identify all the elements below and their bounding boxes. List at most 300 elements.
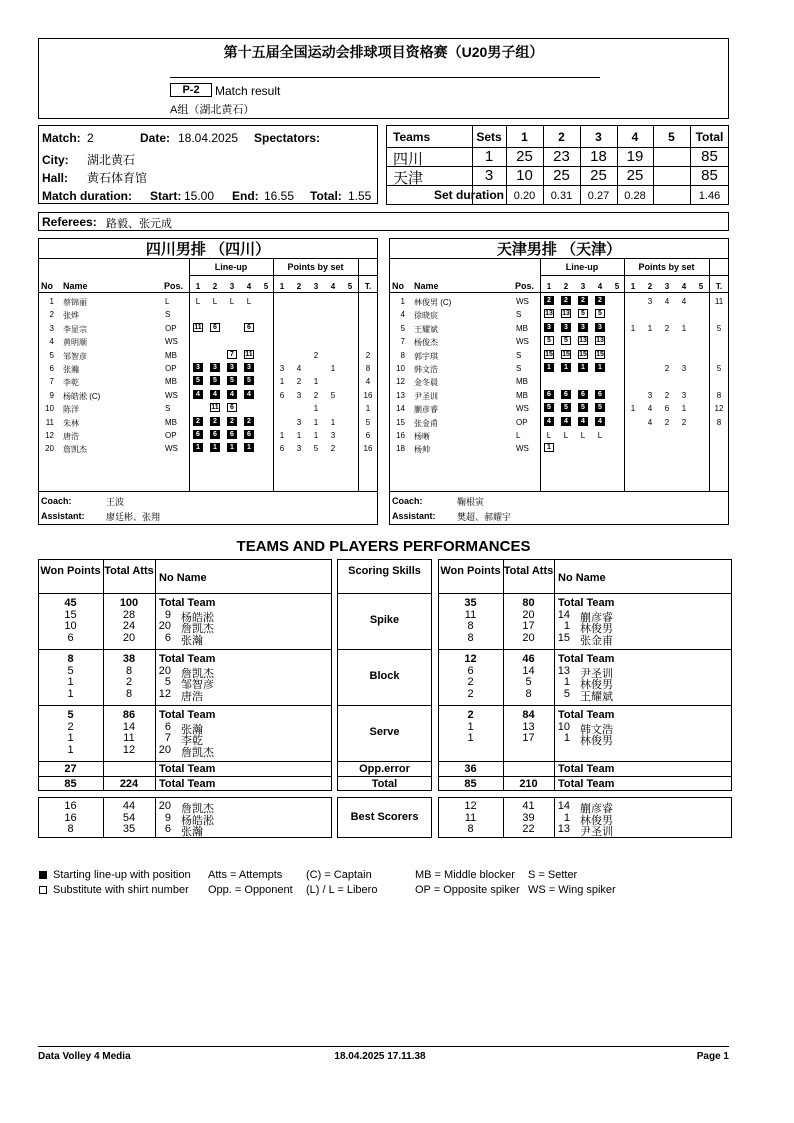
set-points: 3 <box>681 364 687 373</box>
col-total: T. <box>715 282 723 291</box>
lineup-sub-marker: 6 <box>210 323 220 332</box>
lineup-start-marker: 5 <box>244 376 254 385</box>
set-points: 1 <box>630 404 636 414</box>
score-header: Total <box>695 130 724 144</box>
lineup-start-marker: 2 <box>227 417 237 426</box>
won-points: 16 <box>64 800 77 812</box>
player-no: 15 <box>557 631 570 644</box>
col-no: No <box>392 281 404 291</box>
lineup-start-marker: 6 <box>193 430 203 439</box>
set-points: 3 <box>647 297 653 306</box>
lineup-start-marker: 5 <box>193 376 203 385</box>
no-name-header: No Name <box>558 572 606 584</box>
legend-item: (L) / L = Libero <box>306 884 378 896</box>
set-points: 1 <box>296 431 302 440</box>
player-number: 14 <box>396 404 405 414</box>
player-name: 蒯彦睿 <box>414 405 438 415</box>
points-set-col: 5 <box>698 282 704 291</box>
lineup-start-marker: 5 <box>210 376 220 385</box>
player-or-team: 詹凯杰 <box>181 803 214 815</box>
total-atts: 84 <box>522 709 535 721</box>
lineup-sub-marker: 13 <box>596 337 604 345</box>
lineup-sub-marker: 5 <box>544 336 554 345</box>
player-position: WS <box>516 404 529 414</box>
col-name: Name <box>63 281 88 291</box>
hall-label: Hall: <box>42 171 69 185</box>
lineup-start-marker: 6 <box>578 390 588 399</box>
page-title: 第十五届全国运动会排球项目资格赛（U20男子组） <box>223 44 544 60</box>
skill-label: Opp.error <box>359 763 410 775</box>
lineup-start-marker: 4 <box>193 390 203 399</box>
set-duration-value: 0.27 <box>587 190 610 202</box>
roster-rule <box>389 491 729 492</box>
assistant-names: 樊超、郝耀宇 <box>457 512 512 522</box>
player-or-team: Total Team <box>558 709 615 721</box>
lineup-sub-marker: 13 <box>579 337 587 345</box>
player-or-team: 张瀚 <box>181 723 203 736</box>
player-position: WS <box>165 337 178 347</box>
player-position: MB <box>165 417 177 427</box>
total-atts-header: Total Atts <box>503 565 554 577</box>
set-points: 4 <box>681 297 687 306</box>
lineup-set-col: 2 <box>563 282 569 291</box>
lineup-libero-marker: L <box>229 297 235 306</box>
lineup-start-marker: 2 <box>244 417 254 426</box>
set-points: 4 <box>647 404 653 414</box>
set-points: 3 <box>296 390 302 400</box>
score-cell: 25 <box>590 167 607 184</box>
score-cell: 25 <box>626 167 644 184</box>
player-name: 陈洋 <box>63 405 79 415</box>
total-atts: 2 <box>125 676 133 688</box>
player-name: 朱林 <box>63 418 79 428</box>
col-pos: Pos. <box>515 281 535 291</box>
player-number: 12 <box>45 431 54 440</box>
set-points: 1 <box>313 404 319 414</box>
legend-item: (C) = Captain <box>306 869 372 881</box>
lineup-set-col: 5 <box>263 282 269 291</box>
player-no: 12 <box>158 687 171 700</box>
coach-name: 鞠根寅 <box>457 497 485 507</box>
won-points: 1 <box>467 732 474 744</box>
coach-name: 王波 <box>106 497 125 507</box>
score-cell: 25 <box>516 148 533 165</box>
legend-item: S = Setter <box>528 869 578 881</box>
lineup-start-marker: 1 <box>544 363 554 372</box>
player-or-team: 韩文浩 <box>580 723 613 736</box>
lineup-start-marker: 4 <box>578 417 588 426</box>
player-or-team: 张瀚 <box>181 826 203 838</box>
footer-left: Data Volley 4 Media <box>38 1051 131 1062</box>
player-total: 2 <box>365 350 371 360</box>
skill-label: Serve <box>369 726 400 738</box>
lineup-start-marker: 6 <box>244 430 254 439</box>
spectators-label: Spectators: <box>254 131 321 145</box>
won-points: 2 <box>67 720 74 733</box>
set-points: 1 <box>647 323 653 333</box>
player-name: 李乾 <box>63 378 79 388</box>
set-points: 5 <box>330 390 336 400</box>
player-name: 金冬晨 <box>414 378 438 388</box>
total-atts: 35 <box>122 823 136 835</box>
total-atts: 14 <box>522 664 535 677</box>
points-set-col: 2 <box>296 282 302 291</box>
legend-item: Opp. = Opponent <box>208 884 293 896</box>
total-atts: 12 <box>122 743 136 756</box>
lineup-start-marker: 1 <box>595 363 605 372</box>
player-name: 詹凯杰 <box>63 445 87 455</box>
total-atts: 39 <box>522 811 535 824</box>
set-points: 4 <box>647 417 653 427</box>
won-points: 45 <box>64 597 77 609</box>
player-no: 6 <box>164 720 171 733</box>
footer-page: Page 1 <box>696 1051 729 1062</box>
player-number: 10 <box>396 364 405 373</box>
set-points: 5 <box>313 444 319 454</box>
lineup-start-marker: 1 <box>227 443 237 452</box>
roster-rule <box>389 292 729 293</box>
legend-start-swatch <box>39 871 47 879</box>
lineup-start-marker: 6 <box>210 430 220 439</box>
lineup-sub-marker: 15 <box>562 350 570 358</box>
set-points: 1 <box>330 364 336 373</box>
perf-row-divider <box>337 705 432 706</box>
player-number: 11 <box>45 417 54 427</box>
score-cell: 18 <box>590 148 607 165</box>
team-title: 四川男排 （四川） <box>145 241 271 258</box>
set-points: 2 <box>664 323 670 333</box>
player-or-team: Total Team <box>558 778 615 790</box>
lineup-libero-marker: L <box>195 297 201 306</box>
scoring-skills-header: Scoring Skills <box>348 565 421 577</box>
player-no: 13 <box>557 823 570 835</box>
lineup-start-marker: 2 <box>193 417 203 426</box>
player-number: 6 <box>49 364 54 373</box>
player-name: 张瀚 <box>63 365 79 374</box>
lineup-set-col: 5 <box>614 282 620 291</box>
player-or-team: 杨皓淞 <box>181 814 214 827</box>
perf-row-divider <box>38 649 332 650</box>
perf-row-divider <box>438 593 732 594</box>
player-number: 20 <box>45 444 54 454</box>
player-total: 5 <box>365 417 371 427</box>
lineup-start-marker: 4 <box>595 417 605 426</box>
set-duration-value: 0.28 <box>624 190 646 202</box>
score-cell: 85 <box>701 167 718 184</box>
city-label: City: <box>42 153 69 167</box>
date-label: Date: <box>140 131 171 145</box>
set-points: 3 <box>330 431 336 440</box>
total-atts: 8 <box>125 687 133 700</box>
total-atts: 20 <box>522 608 535 621</box>
set-points: 4 <box>296 364 302 373</box>
player-or-team: 林俊男 <box>580 735 613 747</box>
player-no: 9 <box>164 608 171 621</box>
player-name: 韩文浩 <box>414 365 438 374</box>
score-header: Teams <box>393 130 431 144</box>
lineup-sub-marker: 6 <box>244 323 254 332</box>
lineup-sub-marker: 15 <box>545 350 553 358</box>
player-position: S <box>165 310 171 320</box>
perf-row-divider <box>337 761 432 762</box>
roster-rule <box>189 275 378 276</box>
points-by-set-header: Points by set <box>638 262 695 272</box>
player-no: 5 <box>563 687 570 700</box>
lineup-start-marker: 6 <box>561 390 571 399</box>
player-no: 14 <box>557 800 570 812</box>
set-points: 3 <box>647 390 653 400</box>
player-or-team: Total Team <box>159 778 216 790</box>
player-or-team: 张金甫 <box>580 634 613 647</box>
player-number: 18 <box>396 444 405 454</box>
won-points: 1 <box>67 743 74 756</box>
player-number: 7 <box>400 337 405 347</box>
assistant-names: 廖廷彬、张翔 <box>106 512 161 522</box>
lineup-start-marker: 1 <box>244 443 254 452</box>
won-points: 2 <box>467 687 474 700</box>
player-position: OP <box>165 431 177 440</box>
coach-label: Coach: <box>41 496 72 506</box>
lineup-sub-marker: 15 <box>596 350 604 358</box>
player-total: 16 <box>363 444 373 454</box>
total-atts: 13 <box>522 720 535 733</box>
score-header: 1 <box>521 130 528 144</box>
won-points: 12 <box>464 800 477 812</box>
lineup-sub-marker: 5 <box>561 336 571 345</box>
player-number: 5 <box>49 350 54 360</box>
won-points: 6 <box>67 631 74 644</box>
city-value: 湖北黄石 <box>87 153 136 167</box>
perf-row-divider <box>337 593 432 594</box>
points-set-col: 5 <box>347 282 353 291</box>
player-name: 尹圣训 <box>414 391 438 401</box>
end-value: 16.55 <box>264 189 295 203</box>
footer-rule <box>38 1046 729 1047</box>
points-by-set-header: Points by set <box>287 262 344 272</box>
perf-row-divider <box>337 776 432 777</box>
won-points-header: Won Points <box>440 565 501 577</box>
won-points: 8 <box>67 653 74 665</box>
set-points: 1 <box>330 417 336 427</box>
lineup-libero-marker: L <box>597 431 603 440</box>
col-name: Name <box>414 281 439 291</box>
lineup-sub-marker: 5 <box>578 309 588 318</box>
won-points: 2 <box>467 709 474 721</box>
player-position: WS <box>165 390 178 400</box>
report-code: P-2 <box>170 83 212 97</box>
duration-label: Match duration: <box>42 189 132 203</box>
lineup-start-marker: 1 <box>210 443 220 452</box>
points-set-col: 1 <box>279 282 285 291</box>
match-number: 2 <box>87 131 94 145</box>
legend-item: MB = Middle blocker <box>415 869 515 881</box>
lineup-sub-marker: 13 <box>545 310 553 318</box>
set-points: 3 <box>279 364 285 373</box>
legend-starting: Starting line-up with position <box>53 869 191 881</box>
won-points: 1 <box>467 720 474 733</box>
score-cell: 10 <box>516 167 533 184</box>
legend-item: WS = Wing spiker <box>528 884 616 896</box>
player-position: WS <box>516 297 529 306</box>
set-points: 2 <box>664 390 670 400</box>
lineup-libero-marker: L <box>580 431 586 440</box>
player-or-team: Total Team <box>558 763 615 775</box>
lineup-libero-marker: L <box>246 297 252 306</box>
assistant-label: Assistant: <box>41 511 85 521</box>
total-atts-header: Total Atts <box>104 565 154 577</box>
player-no: 14 <box>557 608 570 621</box>
score-header: Sets <box>476 130 502 144</box>
legend-substitute: Substitute with shirt number <box>53 884 189 896</box>
total-atts: 86 <box>122 709 136 721</box>
score-cell: 1 <box>484 148 494 165</box>
skill-label: Spike <box>369 614 400 626</box>
player-number: 16 <box>396 431 405 440</box>
lineup-header: Line-up <box>565 262 599 272</box>
roster-rule <box>389 258 729 259</box>
player-name: 李显宗 <box>63 324 87 334</box>
set-duration-value: 0.20 <box>513 190 536 202</box>
total-atts: 100 <box>119 597 139 609</box>
group-label: A组（湖北黄石） <box>170 104 255 116</box>
referees-names: 路毅、张元成 <box>106 218 172 230</box>
player-position: WS <box>165 444 178 454</box>
player-name: 杨晰 <box>414 432 430 441</box>
player-or-team: 林俊男 <box>580 679 613 691</box>
lineup-sub-marker: 6 <box>227 403 237 412</box>
player-or-team: 林俊男 <box>580 623 613 635</box>
points-set-col: 3 <box>664 282 670 291</box>
player-position: MB <box>516 390 528 400</box>
player-name: 黄明顺 <box>63 338 87 348</box>
team-title: 天津男排 （天津） <box>496 241 622 258</box>
set-points: 2 <box>296 377 302 387</box>
won-points: 8 <box>67 823 74 835</box>
player-or-team: 詹凯杰 <box>181 746 214 759</box>
player-or-team: 蒯彦睿 <box>580 803 613 815</box>
set-points: 6 <box>279 444 285 454</box>
player-number: 15 <box>396 417 405 427</box>
player-position: WS <box>516 444 529 454</box>
skill-label: Block <box>369 670 400 682</box>
lineup-start-marker: 2 <box>578 296 588 305</box>
player-name: 唐浩 <box>63 432 79 441</box>
player-or-team: 杨皓淞 <box>181 611 214 624</box>
lineup-libero-marker: L <box>563 431 569 440</box>
lineup-start-marker: 3 <box>210 363 220 372</box>
lineup-start-marker: 6 <box>544 390 554 399</box>
player-position: S <box>165 404 171 414</box>
player-number: 12 <box>396 377 405 387</box>
player-or-team: 林俊男 <box>580 814 613 827</box>
lineup-set-col: 1 <box>546 282 552 291</box>
set-points: 2 <box>664 364 670 373</box>
player-name: 蔡锦丽 <box>63 298 87 307</box>
legend-item: OP = Opposite spiker <box>415 884 520 896</box>
won-points: 35 <box>464 597 477 609</box>
player-name: 杨俊杰 <box>414 338 438 348</box>
player-no: 7 <box>164 732 171 744</box>
performance-title: TEAMS AND PLAYERS PERFORMANCES <box>236 538 531 555</box>
won-points: 85 <box>464 778 477 790</box>
lineup-sub-marker: 11 <box>194 323 202 331</box>
player-or-team: Total Team <box>159 763 216 775</box>
no-name-header: No Name <box>159 572 207 584</box>
player-total: 1 <box>365 404 371 414</box>
lineup-start-marker: 3 <box>561 323 571 332</box>
set-points: 2 <box>330 444 336 454</box>
title-rule <box>170 77 600 78</box>
total-atts: 8 <box>125 664 133 677</box>
lineup-start-marker: 3 <box>544 323 554 332</box>
set-points: 2 <box>313 350 319 360</box>
set-points: 1 <box>279 431 285 440</box>
set-points: 2 <box>313 390 319 400</box>
won-points: 2 <box>467 676 474 688</box>
total-atts: 224 <box>119 778 139 790</box>
won-points: 6 <box>467 664 474 677</box>
player-or-team: 邹智彦 <box>181 679 214 691</box>
player-no: 20 <box>158 800 171 812</box>
won-points: 85 <box>64 778 77 790</box>
score-header: 4 <box>631 130 639 144</box>
set-points: 1 <box>313 417 319 427</box>
total-atts: 20 <box>122 631 136 644</box>
lineup-start-marker: 4 <box>561 417 571 426</box>
lineup-header: Line-up <box>214 262 248 272</box>
won-points: 36 <box>464 763 477 775</box>
lineup-start-marker: 4 <box>227 390 237 399</box>
player-position: S <box>516 310 522 320</box>
player-name: 杨皓淞 (C) <box>63 391 101 401</box>
total-label: Total: <box>310 189 342 203</box>
player-name: 邹智彦 <box>63 351 87 361</box>
player-position: S <box>516 364 522 373</box>
set-points: 2 <box>664 417 670 427</box>
won-points: 11 <box>464 811 477 824</box>
col-total: T. <box>364 282 372 291</box>
player-position: MB <box>516 377 528 387</box>
roster-rule <box>540 275 729 276</box>
player-number: 7 <box>49 377 54 387</box>
report-subtitle: Match result <box>215 84 281 98</box>
player-position: WS <box>516 337 529 347</box>
perf-row-divider <box>38 593 332 594</box>
score-cell: 四川 <box>393 151 424 168</box>
total-atts: 24 <box>122 620 136 632</box>
player-position: OP <box>165 323 177 333</box>
set-points: 1 <box>630 323 636 333</box>
total-atts: 38 <box>122 653 136 665</box>
coach-label: Coach: <box>392 496 423 506</box>
player-total: 11 <box>714 297 724 306</box>
lineup-start-marker: 2 <box>544 296 554 305</box>
lineup-set-col: 2 <box>212 282 218 291</box>
won-points: 11 <box>464 608 477 621</box>
player-position: MB <box>165 350 177 360</box>
player-no: 1 <box>563 811 570 824</box>
roster-rule <box>38 292 378 293</box>
won-points: 8 <box>467 620 474 632</box>
score-cell: 25 <box>553 167 570 184</box>
player-number: 8 <box>400 350 405 360</box>
col-no: No <box>41 281 53 291</box>
lineup-set-col: 3 <box>229 282 235 291</box>
points-set-col: 2 <box>647 282 653 291</box>
lineup-sub-marker: 5 <box>595 309 605 318</box>
end-label: End: <box>232 189 259 203</box>
won-points: 5 <box>67 709 74 721</box>
